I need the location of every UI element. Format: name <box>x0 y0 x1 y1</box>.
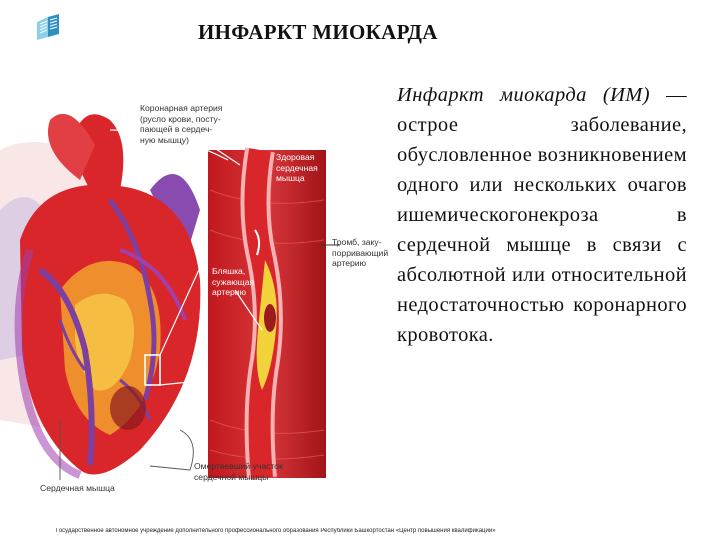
book-logo-icon <box>34 12 62 42</box>
heart-illustration <box>0 90 390 520</box>
label-plaque: Бляшка, сужающая артерию <box>212 266 255 297</box>
label-dead-area: Омертвевший участок сердечной мышцы <box>194 461 283 482</box>
label-thrombus: Тромб, заку- порривающий артерию <box>332 237 389 268</box>
definition-body: — острое заболевание, обусловленное возникновением одного или нескольких очагов ишемическогонекроза в сердечной мышце в связи с абсолютной или относительной недостаточностью коронарного кровотока. <box>397 84 688 346</box>
label-healthy-muscle: Здоровая сердечная мышца <box>276 152 318 183</box>
definition-text <box>397 80 687 350</box>
label-coronary-artery: Коронарная артерия (русло крови, посту- пающей в сердеч- ную мышцу) <box>140 103 223 145</box>
definition-term: Инфаркт миокарда (ИМ) <box>397 84 650 106</box>
footer-organization: Государственное автономное учреждение дополнительного профессионального образования Республики Башкортостан «Центр повышения квалификации» <box>56 528 496 534</box>
label-heart-muscle: Сердечная мышца <box>40 483 115 493</box>
slide-title: ИНФАРКТ МИОКАРДА <box>198 20 438 44</box>
